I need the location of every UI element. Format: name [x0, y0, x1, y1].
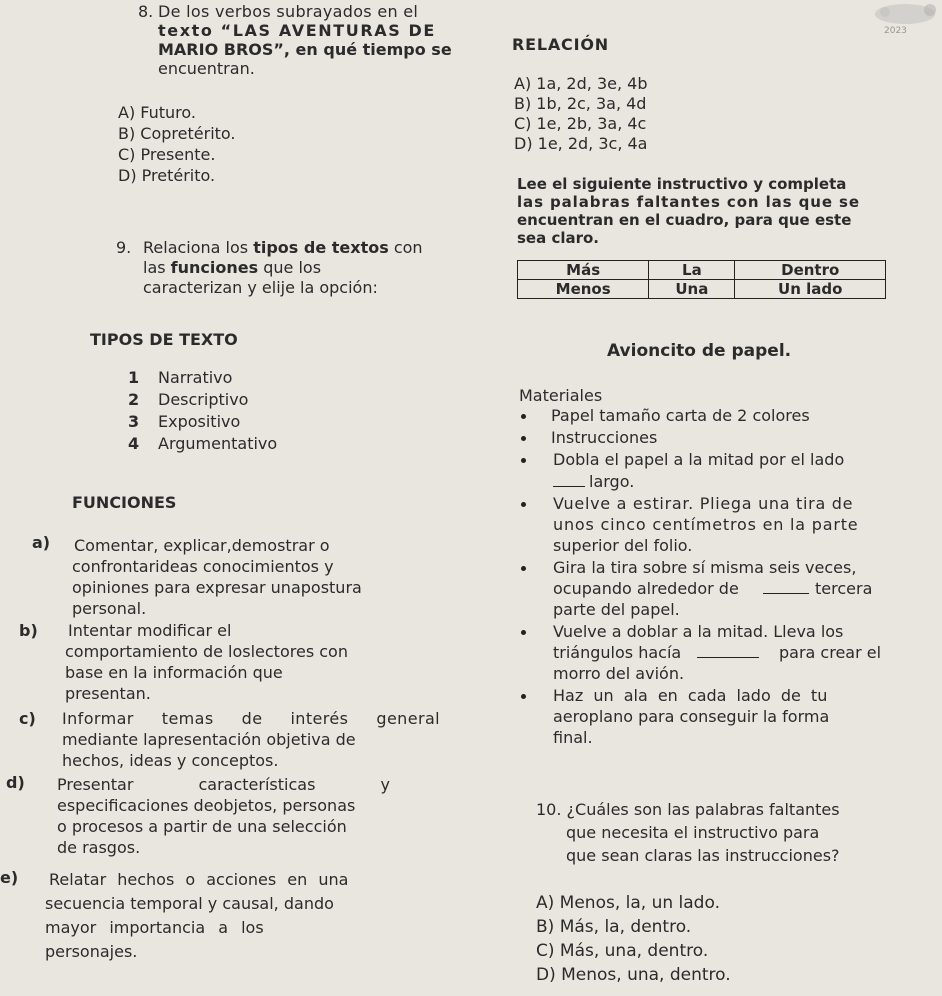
funcion-a-letter: a) [32, 533, 51, 552]
q10-option-c[interactable]: C) Más, una, dentro. [536, 941, 709, 961]
funcion-line: mayor importancia a los [45, 918, 264, 937]
q9-line2-post: que los [258, 258, 322, 277]
tipo-label: Narrativo [158, 368, 233, 387]
bullet-text: aeroplano para conseguir la forma [553, 707, 830, 726]
q9-line2-pre: las [143, 258, 171, 277]
bullet-text: final. [553, 728, 593, 747]
q9-number: 9. [116, 238, 132, 257]
tipos-title: TIPOS DE TEXTO [90, 330, 238, 349]
instructivo-line-1: Lee el siguiente instructivo y completa [517, 175, 847, 193]
stamp-year: 2023 [884, 26, 907, 36]
q10-line-3: que sean claras las instrucciones? [566, 846, 840, 865]
funciones-title: FUNCIONES [72, 493, 177, 512]
bullet-text: Papel tamaño carta de 2 colores [551, 406, 810, 425]
q8-line-4: encuentran. [158, 59, 255, 78]
q10-option-d[interactable]: D) Menos, una, dentro. [536, 965, 731, 985]
bullet-text: parte del papel. [553, 600, 680, 619]
funcion-line: de rasgos. [57, 838, 141, 857]
tipo-number: 1 [128, 368, 140, 387]
instructivo-bullet-7 [517, 685, 917, 749]
tipo-item [128, 368, 277, 390]
q8-option-c[interactable]: C) Presente. [118, 145, 216, 164]
q10-option-b[interactable]: B) Más, la, dentro. [536, 917, 692, 937]
word-cell: La [649, 261, 735, 280]
funcion-b-text [65, 620, 435, 704]
tipo-number: 3 [128, 412, 140, 431]
funcion-line: hechos, ideas y conceptos. [62, 751, 279, 770]
bullet-icon [521, 414, 526, 419]
q8-option-a[interactable]: A) Futuro. [118, 103, 196, 122]
bullet-text: ocupando alrededor de [553, 579, 739, 598]
funcion-line: opiniones para expresar unapostura [72, 578, 362, 597]
instructivo-bullet-1 [517, 405, 917, 427]
tipo-label: Argumentativo [158, 434, 278, 453]
bullet-text: superior del folio. [553, 536, 693, 555]
funcion-line: Comentar, explicar,demostrar o [74, 536, 330, 555]
word-cell: Una [649, 280, 735, 299]
q8-options [118, 103, 236, 187]
q9-line1-bold: tipos de textos [253, 238, 389, 257]
bullet-text: largo. [589, 472, 635, 491]
instructivo-bullet-2 [517, 427, 917, 449]
tipo-item [128, 390, 277, 412]
instructivo-bullet-4 [517, 493, 917, 557]
relacion-options [514, 74, 647, 154]
bullet-text: Instrucciones [551, 428, 658, 447]
funcion-line: o procesos a partir de una selección [57, 817, 347, 836]
bullet-text: triángulos hacía [553, 643, 682, 662]
funcion-line: personal. [72, 599, 147, 618]
materiales-label: Materiales [519, 386, 603, 405]
instructivo-bullet-5 [517, 557, 917, 621]
q8-option-b[interactable]: B) Copretérito. [118, 124, 236, 143]
relacion-option-d[interactable]: D) 1e, 2d, 3c, 4a [514, 134, 648, 153]
q9-prompt [143, 238, 463, 298]
bullet-icon [521, 566, 526, 571]
tipo-item [128, 412, 277, 434]
relacion-option-c[interactable]: C) 1e, 2b, 3a, 4c [514, 114, 647, 133]
tipo-number: 4 [128, 434, 140, 453]
funcion-line: comportamiento de loslectores con [65, 642, 348, 661]
funcion-a-text [72, 535, 442, 619]
bullet-icon [521, 436, 526, 441]
tipos-list [128, 368, 277, 456]
q8-option-d[interactable]: D) Pretérito. [118, 166, 216, 185]
q9-line1-post: con [388, 238, 423, 257]
funcion-line: Informar temas de interés general [62, 709, 440, 728]
q10-line-2: que necesita el instructivo para [566, 823, 820, 842]
funcion-line: confrontarideas conocimientos y [72, 557, 334, 576]
bullet-icon [521, 502, 526, 507]
bullet-text: unos cinco centímetros en la parte [553, 515, 859, 534]
word-cell: Menos [518, 280, 649, 299]
funcion-e-letter: e) [0, 868, 19, 887]
q10-line-1: 10. ¿Cuáles son las palabras faltantes [536, 800, 840, 819]
instructivo-line-4: sea claro. [517, 229, 600, 247]
instructivo-line-3: encuentran en el cuadro, para que este [517, 211, 852, 229]
funcion-c-text [62, 708, 440, 771]
funcion-e-text [45, 868, 435, 964]
bullet-text: Haz un ala en cada lado de tu [553, 686, 828, 705]
q9-line1-pre: Relaciona los [143, 238, 254, 257]
relacion-option-a[interactable]: A) 1a, 2d, 3e, 4b [514, 74, 648, 93]
funcion-line: presentan. [65, 684, 151, 703]
funcion-line: especificaciones deobjetos, personas [57, 796, 356, 815]
q8-line-2: texto “LAS AVENTURAS DE [158, 21, 436, 40]
bullet-text: Dobla el papel a la mitad por el lado [553, 450, 845, 469]
word-cell: Más [518, 261, 649, 280]
funcion-line: mediante lapresentación objetiva de [62, 730, 356, 749]
school-stamp [830, 0, 942, 38]
blank-line[interactable] [553, 471, 585, 492]
word-table-row [518, 280, 886, 299]
bullet-icon [521, 458, 526, 463]
bullet-text: Gira la tira sobre sí misma seis veces, [553, 558, 857, 577]
q9-line2-bold: funciones [170, 258, 259, 277]
tipo-label: Descriptivo [158, 390, 249, 409]
q8-prompt [158, 2, 458, 78]
relacion-title: RELACIÓN [512, 35, 609, 54]
funcion-d-text [57, 774, 435, 858]
word-table [517, 260, 886, 299]
word-table-row [518, 261, 886, 280]
bullet-text: tercera [815, 579, 873, 598]
instructivo-bullet-6 [517, 621, 917, 685]
funcion-line: base en la información que [65, 663, 283, 682]
q8-line-1: De los verbos subrayados en el [158, 2, 419, 21]
word-cell: Dentro [735, 261, 886, 280]
funcion-line: Intentar modificar el [68, 621, 232, 640]
bullet-icon [521, 694, 526, 699]
funcion-c-letter: c) [19, 709, 36, 728]
funcion-line: Presentar características y [57, 775, 390, 794]
instructivo-list [517, 405, 917, 749]
q10-prompt [536, 798, 942, 867]
tipo-label: Expositivo [158, 412, 241, 431]
blank-line[interactable] [763, 578, 809, 599]
q10-option-a[interactable]: A) Menos, la, un lado. [536, 893, 720, 913]
funcion-line: personajes. [45, 942, 138, 961]
funcion-line: Relatar hechos o acciones en una [49, 870, 349, 889]
q10-options [536, 891, 731, 987]
avion-title: Avioncito de papel. [607, 341, 792, 361]
funcion-line: secuencia temporal y causal, dando [45, 894, 334, 913]
instructivo-line-2: las palabras faltantes con las que se [517, 193, 860, 211]
bullet-text: morro del avión. [553, 664, 685, 683]
relacion-option-b[interactable]: B) 1b, 2c, 3a, 4d [514, 94, 647, 113]
bullet-icon [521, 630, 526, 635]
funcion-b-letter: b) [19, 621, 38, 640]
funcion-d-letter: d) [6, 773, 25, 792]
instructivo-prompt [517, 175, 887, 247]
tipo-item [128, 434, 277, 456]
bullet-text: Vuelve a estirar. Pliega una tira de [553, 494, 854, 513]
q9-line-3: caracterizan y elije la opción: [143, 278, 378, 297]
bullet-text: para crear el [779, 643, 882, 662]
q8-number: 8. [138, 2, 154, 21]
q8-line-3: MARIO BROS”, en qué tiempo se [158, 40, 452, 59]
word-cell: Un lado [735, 280, 886, 299]
blank-line[interactable] [697, 642, 759, 663]
bullet-text: Vuelve a doblar a la mitad. Lleva los [553, 622, 844, 641]
instructivo-bullet-3 [517, 449, 917, 493]
tipo-number: 2 [128, 390, 140, 409]
